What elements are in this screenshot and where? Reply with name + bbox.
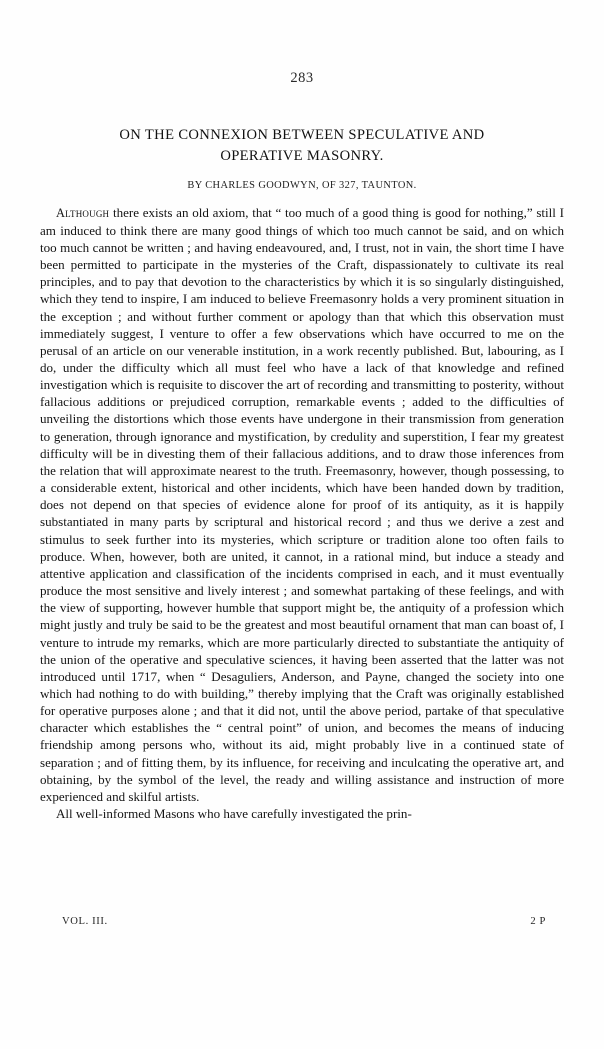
article-title bbox=[46, 125, 558, 166]
footer-volume: VOL. III. bbox=[62, 916, 108, 927]
article-body bbox=[40, 204, 564, 822]
article-title-line-1: ON THE CONNEXION BETWEEN SPECULATIVE AND bbox=[119, 127, 485, 143]
page-footer bbox=[40, 916, 564, 927]
article-title-line-2: OPERATIVE MASONRY. bbox=[220, 147, 384, 164]
page-number: 283 bbox=[290, 70, 314, 86]
paragraph-1 bbox=[40, 204, 564, 805]
paragraph-1-lead-word: Although bbox=[56, 206, 110, 221]
paragraph-2: All well-informed Masons who have carefully investigated the prin- bbox=[56, 806, 412, 822]
footer-signature: 2 P bbox=[530, 916, 546, 927]
article-byline: BY CHARLES GOODWYN, OF 327, TAUNTON. bbox=[187, 180, 417, 192]
paragraph-1-text: there exists an old axiom, that “ too much of a good thing is good for nothing,” still I am induced to think there are many good things of which too much cannot be said, and on which too much cannot be written ; and having endeavoured, and, I trust, not in vain, the short time I have been permitted to participate in the mysteries of the Craft, dispassionately to cultivate its real principles, and to pay that devotion to the characteristics by which it is so singularly distinguished, which they tend to inspire, I am induced to believe Freemasonry holds a very prominent situation in the exception ; and without further comment or apology than that which this observation must immediately suggest, I venture to offer a few observations which have occurred to me on the perusal of an article on our venerable institution, in a work recently published. But, labouring, as I do, under the difficulty which all must feel who have a lack of that knowledge and refined investigation which is requisite to discover the art of recording and transmitting to posterity, without fallacious additions or prejudiced corruption, remarkable events ; added to the difficulties of unveiling the distortions which those events have undergone in their transmission from generation to generation, through ignorance and mystification, by credulity and superstition, I fear my greatest difficulty will be in divesting them of their fallacious additions, and to draw those inferences from the relation that will approximate nearest to the truth. Freemasonry, however, though possessing, to a considerable extent, historical and other incidents, which have been handed down by tradition, does not depend on that species of evidence alone for proof of its antiquity, as it is happily substantiated in many parts by scriptural and historical record ; and thus we derive a zest and stimulus to seek further into its mysteries, which scripture or tradition alone too often fails to produce. When, however, both are united, it cannot, in a rational mind, but induce a steady and attentive application and classification of the incidents comprised in each, and it must eventually produce the most sensitive and lively interest ; and somewhat partaking of these feelings, and with the view of supporting, however humble that support might be, the antiquity of a profession which might justly and truly be said to be the greatest and most beautiful ornament that man can boast of, I venture to intrude my remarks, which are more particularly directed to substantiate the antiquity of the union of the operative and speculative sciences, it having been asserted that the latter was not introduced until 1717, when “ Desaguliers, Anderson, and Payne, changed the society into one which had nothing to do with building,” thereby implying that the Craft was originally established for operative purposes alone ; and that it did not, until the above period, partake of that speculative character which establishes the “ central point” of union, and becomes the means of inducing friendship among persons who, without its aid, might probably live in a continued state of separation ; and of fitting them, by its influence, for receiving and inculcating the operative art, and obtaining, by the symbol of the level, the ready and willing assistance and instruction of more experienced and skilful artists. bbox=[40, 205, 564, 804]
page-content bbox=[40, 70, 564, 822]
